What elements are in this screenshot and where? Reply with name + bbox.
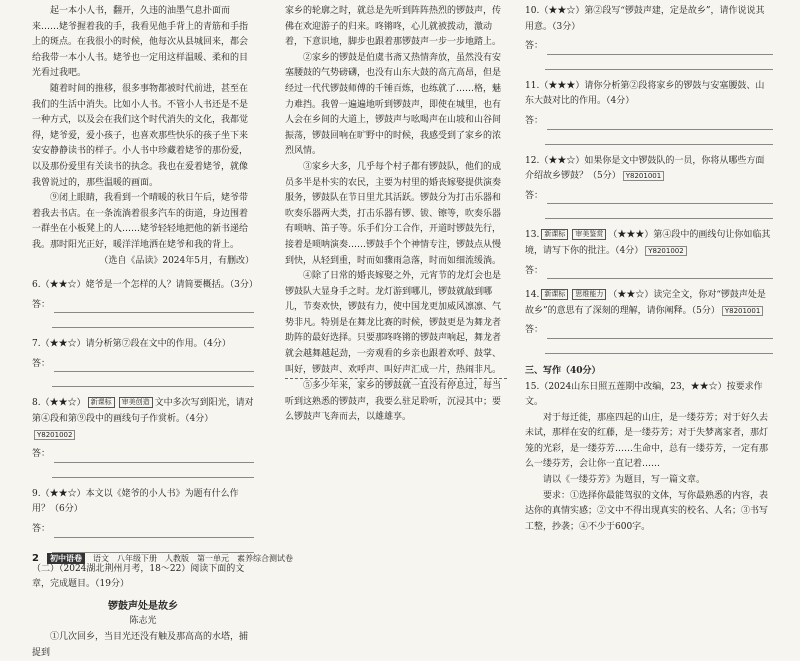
passage-paragraph: ②家乡的锣鼓是伯虞书斋又热情奔放，虽然没有安塞腰鼓的气势磅礴，也没有山东大鼓的高亢高昂，但是经过一代代锣鼓师傅的千锤百炼，也练就了……格，魅力难挡。我曾一遍遍地听到锣鼓声，即使在城里，也有人会在乡间的大道上，锣鼓声与吆喝声在山坡和山谷间振荡，锣鼓回响在旷野中的时候，我感受到了家乡的浓烈风情。: [285, 52, 502, 157]
question-code: Y8201001: [722, 306, 763, 316]
passage-paragraph: 起一本小人书，翻开，久违的油墨气息扑面而来……姥爷握着我的手，我看见他手背上的青筋和手指上的斑点。在我很小的时候，他每次从县城回来，都会给我带一本小人书。姥爷也一定用这样温暖、柔和的目光看过我吧。: [32, 6, 249, 79]
question-text: （★★★）第④段中的画线句让你如临其境，请写下你的批注。（4分）: [525, 230, 771, 256]
question-text: 12.（★★☆）如果你是文中锣鼓队的一员，你将从哪些方面介绍故乡锣鼓？（5分）: [525, 155, 765, 182]
answer-area[interactable]: 答：: [525, 39, 773, 55]
question-text: 文中多次写到阳光，请对第④段和第⑨段中的画线句子作赏析。（4分）: [32, 398, 254, 425]
question-7: [32, 337, 254, 387]
grade-label: 八年级下册: [116, 554, 157, 563]
answer-area[interactable]: 答：: [525, 114, 773, 130]
question-code: Y8201001: [623, 171, 664, 181]
passage-paragraph: ①几次回乡，当目光还没有触及那高高的水塔，捕捉到: [32, 632, 249, 658]
subject-label: 语文: [92, 554, 109, 563]
question-text: 7.（★★☆）请分析第⑦段在文中的作用。（4分）: [32, 339, 231, 350]
passage-paragraph: 随着时间的推移，很多事物都被时代前进，甚至在我们的生活中消失。比如小人书。不管小人书还是不是一种方式，以及会在我们这个时代消失的文化，我都觉得，姥爷爱，爱小孩子，也喜欢那些快乐的孩子坐下来安安静静读书的样子。小人书中珍藏着姥爷的那份爱，以及那份爱里有关读书的执念。我也在爱着姥爷，就像我曾说过的，那些温暖的画面。: [32, 83, 249, 188]
answer-area[interactable]: 答：: [525, 323, 773, 339]
question-number: 8.（★★☆）: [32, 398, 86, 409]
passage-paragraph: ⑨闭上眼睛，我看到一个晴暖的秋日午后，姥爷带着我去书店。在一条流淌着很多汽车的街道，身边围着一群坐在小板凳上的人……姥爷轻轻地把他的新书递给我。那时阳光正好，暖洋洋地洒在姥爷和我的背上。: [32, 193, 249, 250]
right-column: [525, 4, 773, 535]
answer-line[interactable]: [545, 204, 773, 219]
passage-paragraph: ③家乡大多，几乎每个村子都有锣鼓队，他们的成员多半是朴实的农民，主要为村里的婚丧嫁娶提供演奏服务，锣鼓队在节日里尤其活跃。锣鼓分为打击乐器和吹奏乐器两大类，打击乐器有锣、钹、镲等，吹奏乐器有唢呐、笛子等。乐手们分工合作，开道时锣鼓先行，接着是唢呐演奏……锣鼓手个个神情专注，锣鼓点从慢到快，从轻到重，时而如骤雨急落，时而如细流缓淌。: [285, 161, 502, 266]
answer-line[interactable]: [52, 538, 254, 553]
answer-line[interactable]: [52, 372, 254, 387]
brand-logo: 初中语卷: [47, 553, 85, 564]
question-text: 9.（★★☆）本文以《姥爷的小人书》为题有什么作用？（6分）: [32, 488, 239, 515]
page-number: 2: [32, 553, 39, 564]
answer-line[interactable]: [545, 130, 773, 145]
question-14: [525, 288, 773, 354]
passage-paragraph-underlined: ④除了日常的婚丧嫁娶之外，元宵节的龙灯会也是锣鼓队大显身手之时。龙灯游到哪儿，锣鼓就敲到哪儿，节奏欢快，锣鼓有力，使中国龙更加威风凛凛、气势非凡。特别是在舞龙比赛的时候，锣鼓更是为舞龙者助阵的最好选择。只要那咚咚锵的锣鼓声响起，舞龙者就会越舞越起劲，一旁观看的乡亲也跟着欢呼、鼓掌、叫好，锣鼓声、欢呼声、叫好声汇成一片，热闹非凡。: [285, 269, 507, 379]
skill-tag: 审美鉴赏: [572, 229, 606, 240]
answer-area[interactable]: 答：: [32, 447, 254, 463]
question-code: Y8201002: [645, 246, 686, 256]
edition-label: 人教版: [164, 554, 189, 563]
answer-line[interactable]: [52, 313, 254, 328]
question-13: [525, 228, 773, 279]
unit-label: 第一单元: [196, 554, 229, 563]
question-text: 6.（★★☆）姥爷是一个怎样的人？请简要概括。（3分）: [32, 280, 258, 291]
question-6: [32, 278, 258, 328]
skill-tag: 思维能力: [572, 289, 606, 300]
article-title: 锣鼓声处是故乡: [108, 600, 178, 612]
writing-prompt: 对于每迁徙，那座四起的山庄，是一缕芬芳；对于好久去未试，那样在安的红藤，是一缕芬芳；对于失梦离家者，那灯笼的光彩，是一缕芬芳……生命中，总有一缕芬芳，一定有那么一缕芬芳，会让你一直记着……: [525, 412, 769, 470]
question-15: 15.（2024山东日照五莲期中改编，23，★★☆）按要求作文。: [525, 381, 763, 408]
writing-task: 请以《一缕芬芳》为题目，写一篇文章。: [543, 475, 706, 486]
part2-intro: （二）（2024湖北荆州月考，18～22）阅读下面的文章，完成题目。（19分）: [32, 563, 245, 590]
question-10: [525, 4, 773, 70]
writing-requirements: 要求：①选择你最能驾驭的文体，写你最熟悉的内容，表达你的真情实感；②文中不得出现真实的校名、人名；③书写工整，抄袭；④不少于600字。: [525, 490, 769, 532]
question-number: 13.: [525, 230, 540, 241]
question-code: Y8201002: [34, 430, 75, 440]
source-note: （选自《品读》2024年5月，有删改）: [99, 255, 254, 266]
middle-column: [285, 4, 507, 426]
answer-area[interactable]: 答：: [32, 357, 254, 373]
skill-tag: 审美创造: [119, 397, 153, 408]
test-label: 素养综合测试卷: [236, 554, 293, 563]
question-text: （★★☆）读完全文，你对“锣鼓声处是故乡”的意思有了深刻的理解，请你阐释。（5分）: [525, 290, 766, 316]
answer-area[interactable]: 答：: [32, 298, 254, 314]
answer-area[interactable]: 答：: [525, 264, 773, 280]
curriculum-tag: 新课标: [541, 289, 568, 300]
article-author: 陈志光: [129, 616, 157, 627]
question-text: 10.（★★☆）第②段写“锣鼓声建，定是故乡”，请作说说其用意。（3分）: [525, 6, 765, 32]
question-9: [32, 487, 254, 553]
answer-area[interactable]: 答：: [32, 522, 254, 538]
answer-line[interactable]: [52, 463, 254, 478]
page-footer: [32, 553, 293, 564]
section-heading: 三、写作（40分）: [525, 365, 601, 376]
curriculum-tag: 新课标: [88, 397, 115, 408]
answer-area[interactable]: 答：: [525, 189, 773, 205]
passage-paragraph: 家乡的轮廓之时，就总是先听到阵阵热烈的锣鼓声，传佛在欢迎游子的归来。咚锵咚，心儿就被拨动，激动着，下意识地，脚步也跟着那锣鼓声一步一步地踏上。: [285, 6, 502, 48]
question-11: [525, 79, 773, 145]
answer-line[interactable]: [545, 55, 773, 70]
question-text: 11.（★★★）请你分析第②段将家乡的锣鼓与安塞腰鼓、山东大鼓对比的作用。（4分）: [525, 80, 765, 107]
question-12: [525, 154, 773, 220]
passage-paragraph: ⑤多少年来，家乡的锣鼓就一直没有停息过，每当听到这熟悉的锣鼓声，我要么驻足聆听，沉浸其中；要么锣鼓声飞奔而去，以雄雄享。: [285, 381, 502, 423]
answer-line[interactable]: [545, 339, 773, 354]
curriculum-tag: 新课标: [541, 229, 568, 240]
question-number: 14.: [525, 290, 540, 301]
question-8: [32, 396, 254, 477]
